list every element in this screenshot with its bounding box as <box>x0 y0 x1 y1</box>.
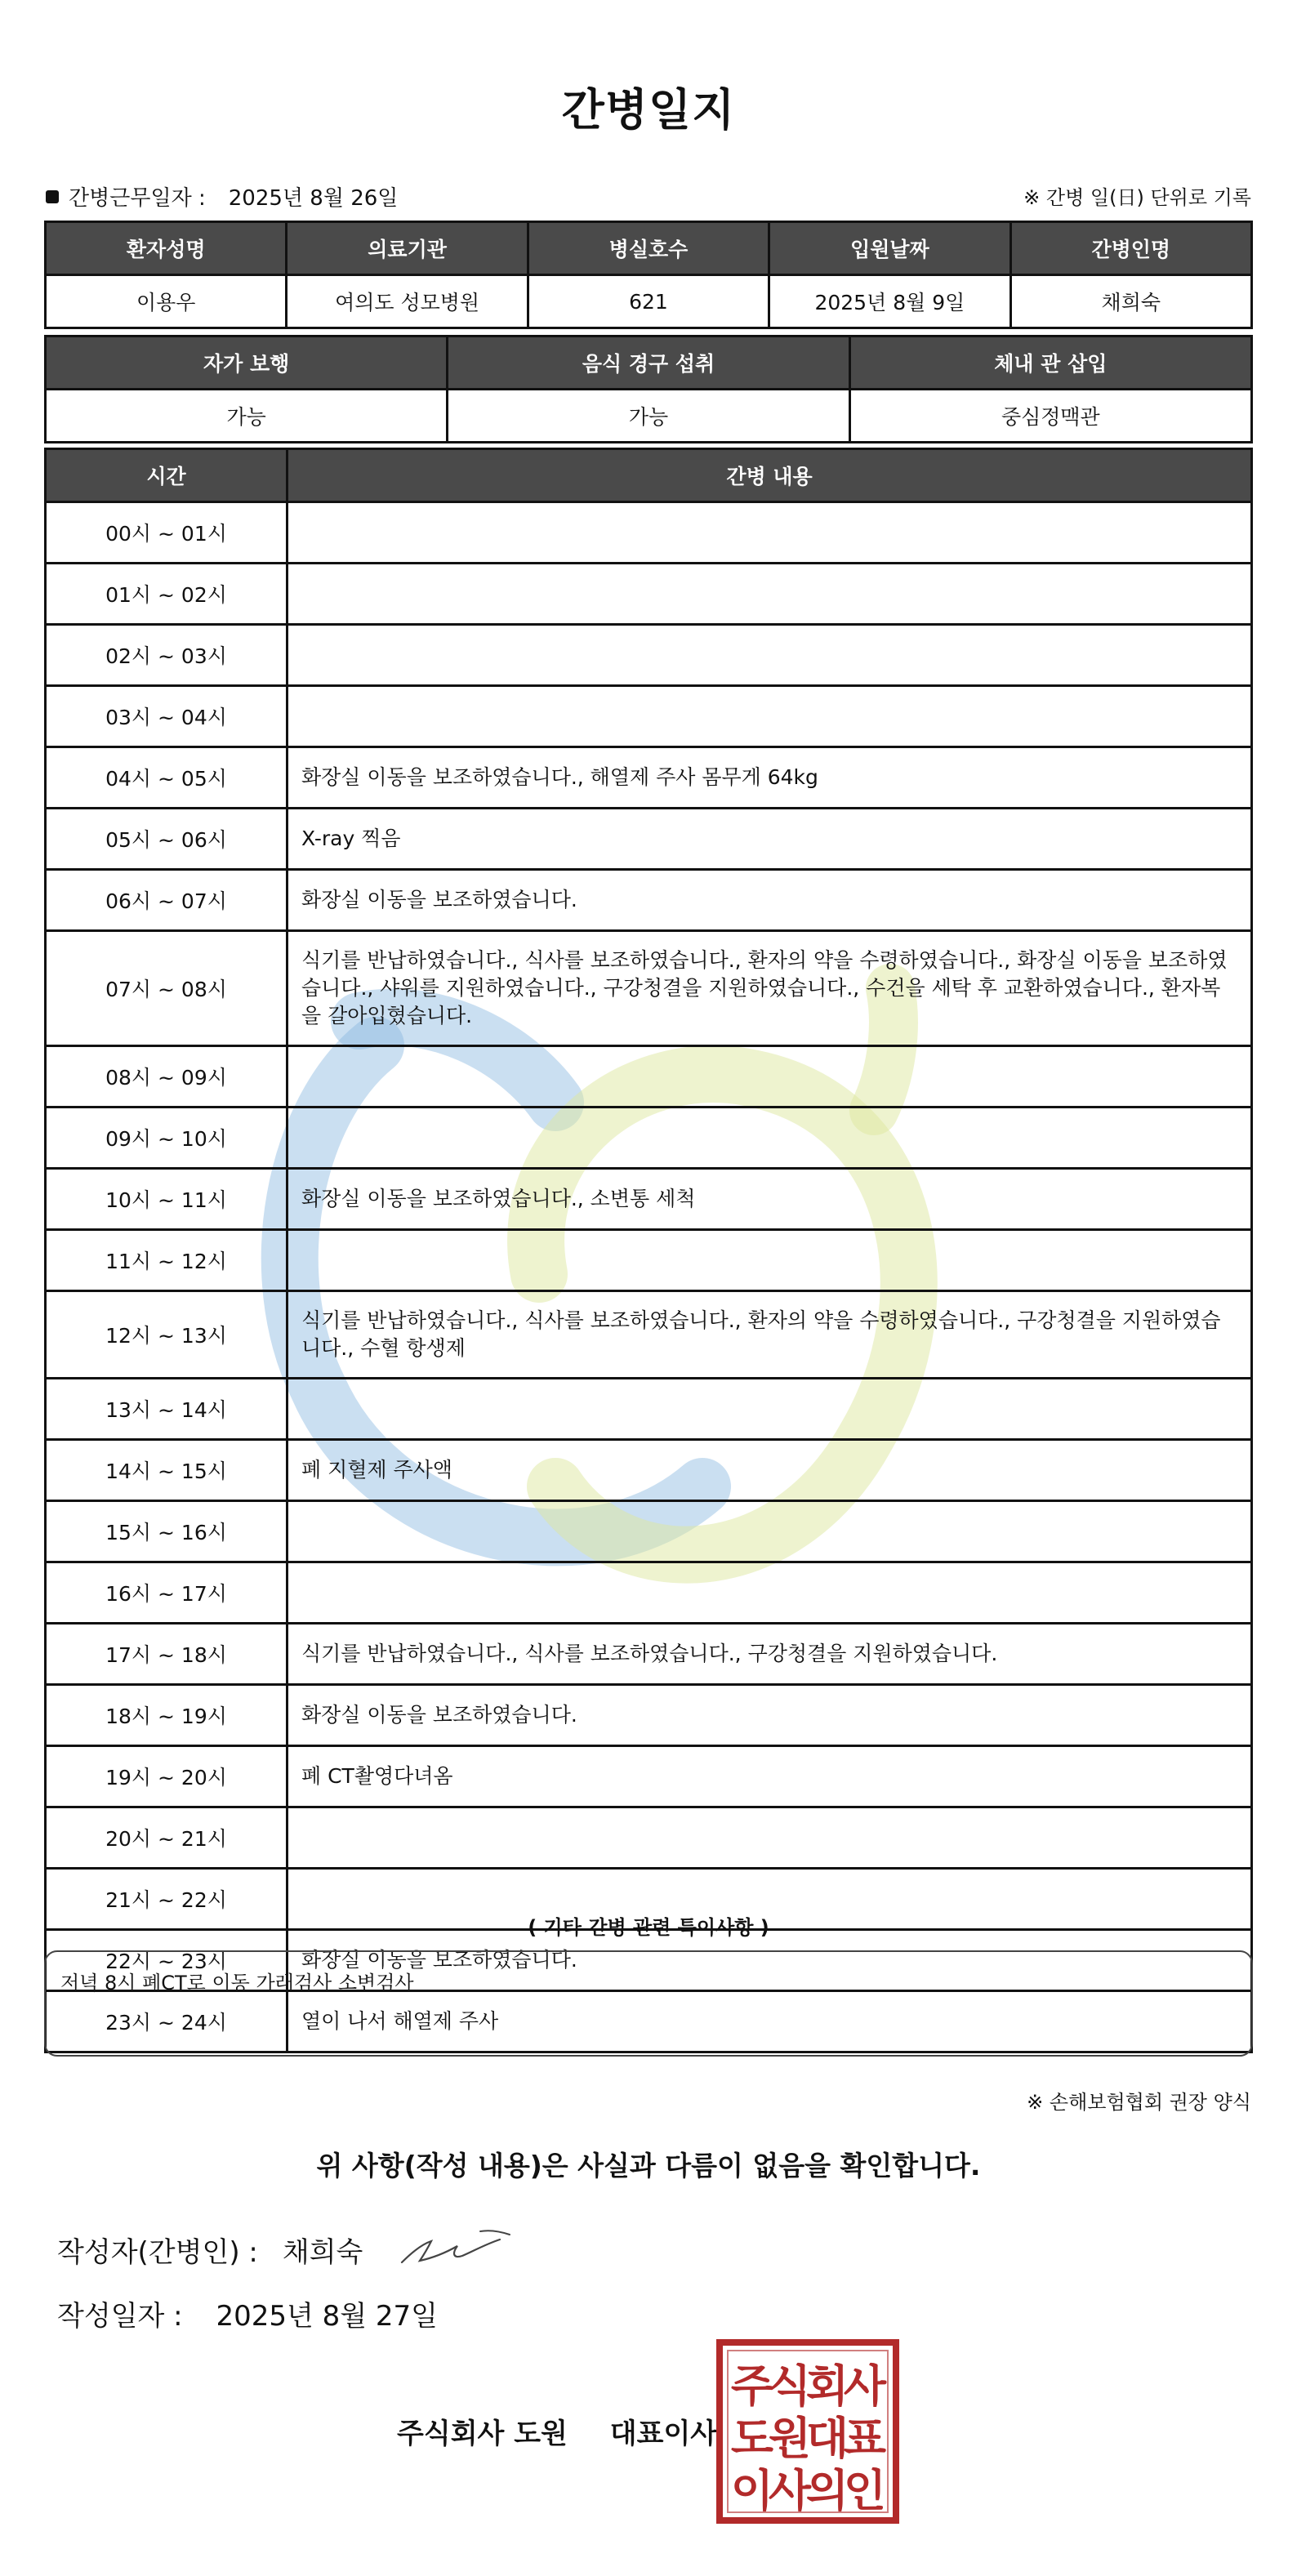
content-cell: 화장실 이동을 보조하였습니다. <box>287 1930 1252 1991</box>
content-cell: 식기를 반납하였습니다., 식사를 보조하였습니다., 환자의 약을 수령하였습니다., 구강청결을 지원하였습니다., 수혈 항생제 <box>287 1291 1252 1379</box>
schedule-row <box>46 1501 1252 1562</box>
schedule-row <box>46 564 1252 625</box>
content-cell <box>287 686 1252 747</box>
time-cell: 14시 ~ 15시 <box>46 1440 287 1501</box>
writer-label: 작성자(간병인) : <box>57 2236 258 2269</box>
care-schedule-table <box>44 448 1253 2053</box>
header-admission-date: 입원날짜 <box>769 222 1010 275</box>
record-unit-note: ※ 간병 일(日) 단위로 기록 <box>1023 186 1251 209</box>
time-cell: 02시 ~ 03시 <box>46 625 287 686</box>
schedule-row <box>46 1562 1252 1624</box>
svg-text:회: 회 <box>805 2360 849 2412</box>
content-cell <box>287 1807 1252 1869</box>
content-cell: 폐 지혈제 주사액 <box>287 1440 1252 1501</box>
svg-text:사: 사 <box>843 2360 887 2412</box>
content-cell: 열이 나서 해열제 주사 <box>287 1991 1252 2052</box>
content-cell <box>287 1108 1252 1169</box>
content-cell <box>287 564 1252 625</box>
schedule-row <box>46 1807 1252 1869</box>
svg-text:의: 의 <box>805 2465 849 2516</box>
confirmation-statement: 위 사항(작성 내용)은 사실과 다름이 없음을 확인합니다. <box>316 2150 981 2182</box>
time-cell: 11시 ~ 12시 <box>46 1230 287 1291</box>
company-line <box>397 2411 717 2451</box>
header-hospital: 의료기관 <box>287 222 528 275</box>
schedule-row <box>46 1379 1252 1440</box>
schedule-row <box>46 747 1252 809</box>
time-cell: 21시 ~ 22시 <box>46 1869 287 1930</box>
time-cell: 20시 ~ 21시 <box>46 1807 287 1869</box>
time-cell: 17시 ~ 18시 <box>46 1624 287 1685</box>
notes-title: ( 기타 간병 관련 특이사항 ) <box>528 1916 769 1939</box>
time-cell: 16시 ~ 17시 <box>46 1562 287 1624</box>
header-room: 병실호수 <box>528 222 769 275</box>
schedule-row <box>46 870 1252 931</box>
header-patient-name: 환자성명 <box>46 222 287 275</box>
company-seal-icon <box>715 2338 901 2525</box>
patient-info-table <box>44 221 1253 329</box>
svg-text:표: 표 <box>843 2413 887 2464</box>
caregiver-name: 채희숙 <box>1010 275 1251 328</box>
patient-status-table <box>44 335 1253 443</box>
written-date-value: 2025년 8월 27일 <box>216 2300 439 2333</box>
header-time: 시간 <box>46 449 287 502</box>
time-cell: 07시 ~ 08시 <box>46 931 287 1046</box>
content-cell <box>287 502 1252 564</box>
patient-status-values <box>46 390 1252 443</box>
admission-date: 2025년 8월 9일 <box>769 275 1010 328</box>
schedule-row <box>46 1108 1252 1169</box>
content-cell <box>287 1562 1252 1624</box>
time-cell: 12시 ~ 13시 <box>46 1291 287 1379</box>
content-cell: 식기를 반납하였습니다., 식사를 보조하였습니다., 환자의 약을 수령하였습니다., 화장실 이동을 보조하였습니다., 샤워를 지원하였습니다., 구강청결을 지원하였습니다., 수건을 세탁 후 교환하였습니다., 환자복을 갈아입혔습니다. <box>287 931 1252 1046</box>
walking-status: 가능 <box>46 390 448 443</box>
schedule-row <box>46 1685 1252 1746</box>
time-cell: 01시 ~ 02시 <box>46 564 287 625</box>
written-date-line <box>57 2293 438 2333</box>
schedule-row <box>46 1169 1252 1230</box>
company-name: 주식회사 도원 <box>397 2418 568 2450</box>
svg-text:원: 원 <box>768 2413 812 2464</box>
time-cell: 04시 ~ 05시 <box>46 747 287 809</box>
schedule-row <box>46 686 1252 747</box>
work-date-label: 간병근무일자 : <box>69 186 206 211</box>
content-cell <box>287 1230 1252 1291</box>
time-cell: 09시 ~ 10시 <box>46 1108 287 1169</box>
content-cell: 화장실 이동을 보조하였습니다. <box>287 870 1252 931</box>
schedule-header <box>46 449 1252 502</box>
svg-text:인: 인 <box>843 2465 887 2516</box>
header-oral-intake: 음식 경구 섭취 <box>448 336 849 390</box>
work-date <box>46 181 398 212</box>
header-care-content: 간병 내용 <box>287 449 1252 502</box>
time-cell: 06시 ~ 07시 <box>46 870 287 931</box>
time-cell: 08시 ~ 09시 <box>46 1046 287 1108</box>
schedule-row <box>46 1624 1252 1685</box>
content-cell: X-ray 찍음 <box>287 809 1252 870</box>
svg-text:도: 도 <box>730 2413 774 2464</box>
schedule-row <box>46 809 1252 870</box>
time-cell: 05시 ~ 06시 <box>46 809 287 870</box>
writer-name: 채희숙 <box>282 2236 363 2269</box>
schedule-row <box>46 625 1252 686</box>
svg-text:사: 사 <box>768 2465 812 2516</box>
schedule-row <box>46 1230 1252 1291</box>
content-cell: 화장실 이동을 보조하였습니다., 소변통 세척 <box>287 1169 1252 1230</box>
signature-icon <box>395 2223 518 2272</box>
written-date-label: 작성일자 : <box>57 2300 183 2333</box>
content-cell <box>287 1046 1252 1108</box>
form-reference-note: ※ 손해보험협회 권장 양식 <box>1027 2091 1251 2114</box>
oral-intake-status: 가능 <box>448 390 849 443</box>
svg-text:이: 이 <box>730 2465 774 2516</box>
schedule-row <box>46 931 1252 1046</box>
content-cell <box>287 625 1252 686</box>
schedule-row <box>46 1746 1252 1807</box>
content-cell <box>287 1501 1252 1562</box>
time-cell: 15시 ~ 16시 <box>46 1501 287 1562</box>
content-cell <box>287 1379 1252 1440</box>
schedule-row <box>46 1291 1252 1379</box>
content-cell: 화장실 이동을 보조하였습니다. <box>287 1685 1252 1746</box>
schedule-row <box>46 1440 1252 1501</box>
notes-box: 저녁 8시 폐CT로 이동 가래검사 소변검사 <box>44 1950 1253 2057</box>
room-number: 621 <box>528 275 769 328</box>
svg-text:식: 식 <box>768 2360 812 2412</box>
writer-line <box>57 2230 363 2270</box>
schedule-row <box>46 1046 1252 1108</box>
content-cell: 폐 CT촬영다녀옴 <box>287 1746 1252 1807</box>
header-catheter: 체내 관 삽입 <box>849 336 1251 390</box>
content-cell: 화장실 이동을 보조하였습니다., 해열제 주사 몸무게 64kg <box>287 747 1252 809</box>
time-cell: 18시 ~ 19시 <box>46 1685 287 1746</box>
catheter-status: 중심정맥관 <box>849 390 1251 443</box>
square-bullet-icon <box>46 190 59 203</box>
patient-info-values <box>46 275 1252 328</box>
patient-info-header <box>46 222 1252 275</box>
header-walking: 자가 보행 <box>46 336 448 390</box>
time-cell: 23시 ~ 24시 <box>46 1991 287 2052</box>
patient-name: 이용우 <box>46 275 287 328</box>
schedule-row <box>46 502 1252 564</box>
time-cell: 03시 ~ 04시 <box>46 686 287 747</box>
page-title: 간병일지 <box>561 84 736 136</box>
time-cell: 00시 ~ 01시 <box>46 502 287 564</box>
work-date-value: 2025년 8월 26일 <box>228 186 399 211</box>
time-cell: 22시 ~ 23시 <box>46 1930 287 1991</box>
time-cell: 19시 ~ 20시 <box>46 1746 287 1807</box>
company-role: 대표이사 <box>609 2418 718 2450</box>
patient-status-header <box>46 336 1252 390</box>
content-cell: 식기를 반납하였습니다., 식사를 보조하였습니다., 구강청결을 지원하였습니다. <box>287 1624 1252 1685</box>
time-cell: 13시 ~ 14시 <box>46 1379 287 1440</box>
svg-text:주: 주 <box>730 2360 774 2412</box>
hospital-name: 여의도 성모병원 <box>287 275 528 328</box>
header-caregiver: 간병인명 <box>1010 222 1251 275</box>
svg-text:대: 대 <box>805 2413 849 2464</box>
time-cell: 10시 ~ 11시 <box>46 1169 287 1230</box>
